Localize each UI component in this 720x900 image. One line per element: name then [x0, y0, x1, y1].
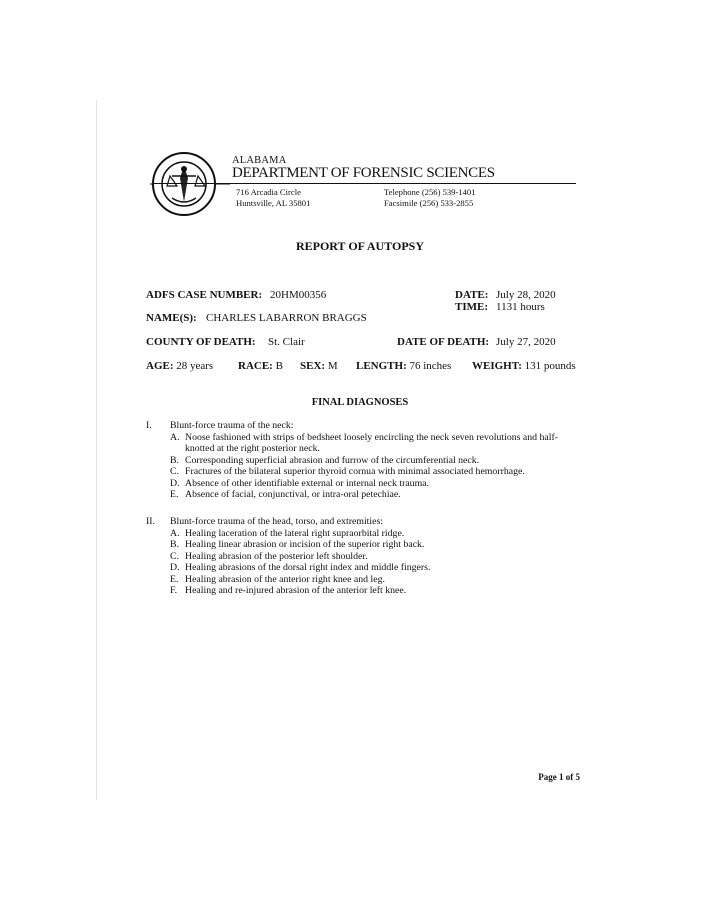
- date-value: July 28, 2020: [496, 289, 556, 301]
- age-value: 28 years: [176, 360, 214, 372]
- letterhead-contact: [384, 187, 476, 209]
- item-text: Fractures of the bilateral superior thyroid cornua with minimal associated hemorrhage.: [185, 466, 525, 478]
- time-label: TIME:: [455, 301, 488, 313]
- item-letter: B.: [170, 454, 179, 466]
- diagnosis-item: [146, 466, 576, 477]
- race-value: B: [275, 360, 283, 372]
- sex-label: SEX:: [300, 360, 326, 372]
- page-margin-line: [96, 100, 97, 800]
- weight-label: WEIGHT:: [472, 360, 522, 372]
- item-letter: D.: [170, 562, 180, 574]
- item-letter: F.: [170, 585, 178, 597]
- item-text: Noose fashioned with strips of bedsheet loosely encircling the neck seven revolutions and half-knotted at the right posterior neck.: [185, 432, 558, 455]
- sex-value: M: [327, 360, 338, 372]
- diagnosis-item: [146, 539, 576, 550]
- section-title: Blunt-force trauma of the head, torso, and extremities:: [170, 516, 384, 527]
- diagnosis-item: [146, 432, 576, 455]
- date-of-death-label: DATE OF DEATH:: [397, 336, 490, 348]
- date-of-death-value: July 27, 2020: [496, 336, 556, 348]
- item-text: Healing linear abrasion or incision of the superior right back.: [185, 539, 425, 551]
- race-field: [238, 360, 283, 372]
- case-number: 20HM00356: [270, 289, 327, 301]
- decedent-name: CHARLES LABARRON BRAGGS: [206, 312, 367, 324]
- race-label: RACE:: [238, 360, 273, 372]
- date-label: DATE:: [455, 289, 489, 301]
- time-value: 1131 hours: [496, 301, 545, 313]
- item-text: Absence of facial, conjunctival, or intra-oral petechiae.: [185, 489, 401, 501]
- weight-value: 131 pounds: [524, 360, 576, 372]
- length-label: LENGTH:: [356, 360, 407, 372]
- item-letter: C.: [170, 550, 179, 562]
- age-label: AGE:: [146, 360, 174, 372]
- item-text: Healing laceration of the lateral right supraorbital ridge.: [185, 528, 405, 539]
- item-text: Healing and re-injured abrasion of the anterior left knee.: [185, 585, 407, 597]
- name-label: NAME(S):: [146, 312, 197, 324]
- address-line-2: Huntsville, AL 35801: [236, 198, 311, 208]
- letterhead-state: ALABAMA: [232, 155, 287, 166]
- telephone: Telephone (256) 539-1401: [384, 187, 476, 197]
- item-text: Corresponding superficial abrasion and furrow of the circumferential neck.: [185, 454, 480, 466]
- age-field: [146, 360, 213, 372]
- sex-field: [300, 360, 338, 372]
- letterhead-rule: [154, 183, 576, 184]
- section-numeral: II.: [146, 516, 155, 527]
- item-letter: A.: [170, 432, 180, 443]
- page-number: Page 1 of 5: [538, 772, 580, 782]
- diagnosis-item: [146, 478, 576, 489]
- length-field: [356, 360, 451, 372]
- department-seal-logo: [150, 150, 230, 218]
- letterhead-department: DEPARTMENT OF FORENSIC SCIENCES: [232, 165, 495, 181]
- item-letter: B.: [170, 539, 179, 551]
- item-text: Absence of other identifiable external or internal neck trauma.: [185, 477, 429, 489]
- diagnosis-section-2: [146, 516, 576, 596]
- section-title: Blunt-force trauma of the neck:: [170, 420, 294, 431]
- letterhead-address: [236, 187, 310, 209]
- item-letter: C.: [170, 466, 179, 478]
- case-number-label: ADFS CASE NUMBER:: [146, 289, 263, 301]
- item-text: Healing abrasion of the posterior left shoulder.: [185, 550, 368, 562]
- final-diagnoses-heading: FINAL DIAGNOSES: [311, 397, 409, 408]
- diagnosis-item: [146, 551, 576, 562]
- section-numeral: I.: [146, 420, 152, 431]
- report-title: REPORT OF AUTOPSY: [295, 239, 425, 253]
- item-letter: A.: [170, 528, 180, 539]
- item-letter: D.: [170, 477, 180, 489]
- facsimile: Facsimile (256) 533-2855: [384, 198, 474, 208]
- length-value: 76 inches: [409, 360, 452, 372]
- county-label: COUNTY OF DEATH:: [146, 336, 256, 348]
- county-value: St. Clair: [268, 336, 305, 348]
- diagnosis-item: [146, 574, 576, 585]
- diagnosis-section-1: [146, 420, 576, 500]
- item-letter: E.: [170, 489, 179, 501]
- diagnosis-item: [146, 528, 576, 539]
- item-text: Healing abrasions of the dorsal right index and middle fingers.: [185, 562, 431, 574]
- item-letter: E.: [170, 573, 179, 585]
- item-text: Healing abrasion of the anterior right knee and leg.: [185, 573, 385, 585]
- diagnosis-item: [146, 489, 576, 500]
- diagnosis-item: [146, 455, 576, 466]
- diagnosis-item: [146, 585, 576, 596]
- address-line-1: 716 Arcadia Circle: [236, 187, 301, 197]
- diagnosis-item: [146, 562, 576, 573]
- weight-field: [472, 360, 576, 372]
